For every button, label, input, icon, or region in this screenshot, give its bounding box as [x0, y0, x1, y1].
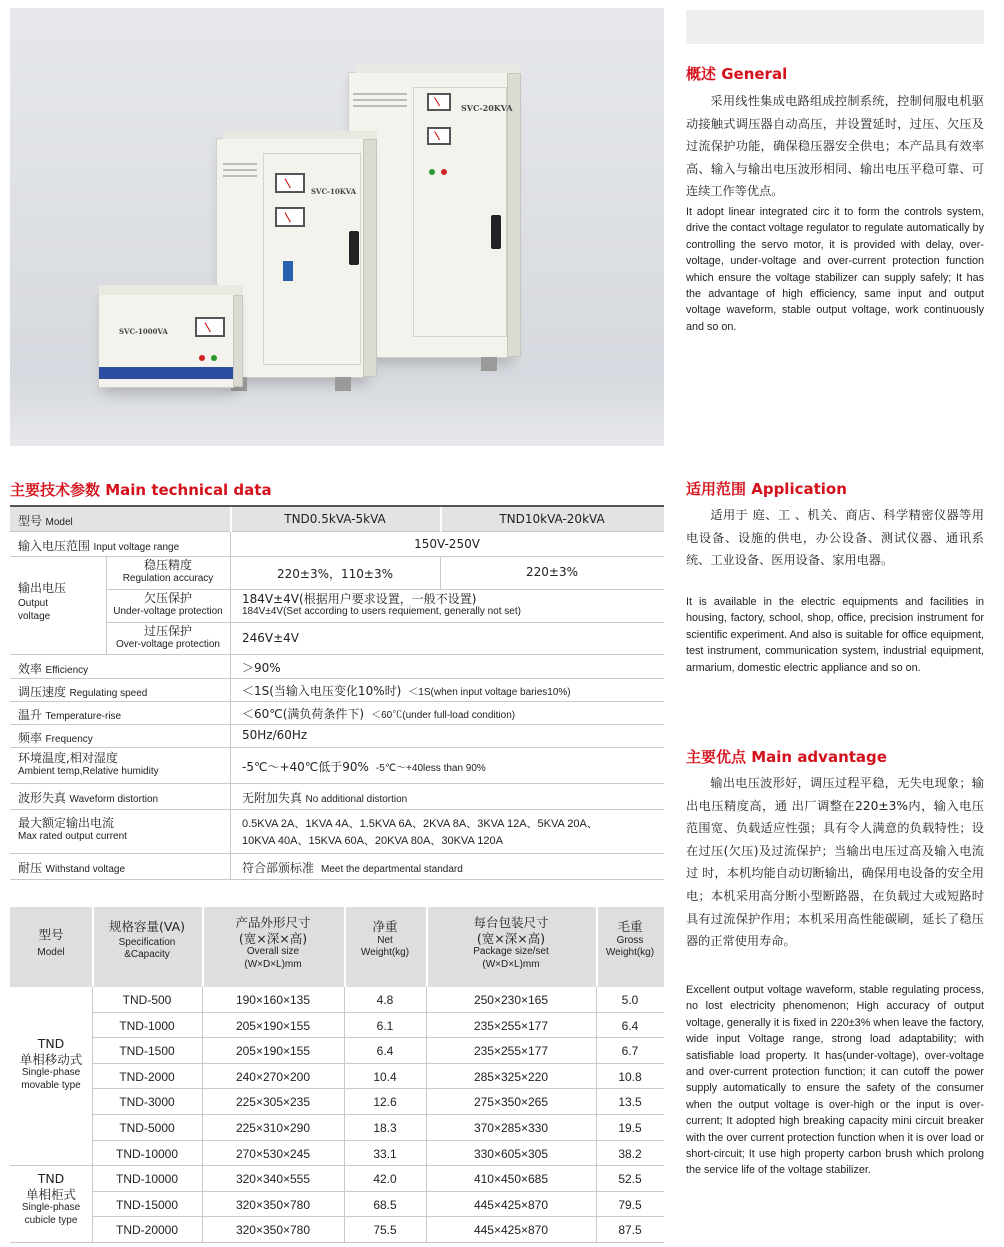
cell-gross-weight: 5.0: [621, 993, 639, 1007]
group-movable: TND 单相移动式 Single-phase movable type: [19, 1036, 83, 1091]
cell-gross-weight: 6.4: [621, 1018, 639, 1033]
cell-gross-weight: 13.5: [618, 1095, 642, 1110]
cell-gross-weight: 19.5: [618, 1121, 642, 1135]
application-title: 适用范围 Application: [686, 480, 847, 498]
spec-row-withstand: 耐压 Withstand voltage 符合部颁标准 Meet the departmental standard: [10, 854, 664, 880]
cell-package-size: 285×325×220: [473, 1069, 549, 1084]
cell-net-weight: 4.8: [376, 993, 394, 1007]
application-text-cn: 适用于 庭、工 、机关、商店、科学精密仪器等用电设备、设施的供电，办公设备、测试仪器、通讯系统、工业设备、医用设备、家用电器。: [686, 508, 984, 568]
cell-package-size: 235×255×177: [473, 1018, 549, 1033]
cell-net-weight: 12.6: [373, 1095, 397, 1110]
cell-net-weight: 68.5: [373, 1197, 397, 1212]
spec-row-temperature: 温升 Temperature-rise ＜60℃(满负荷条件下) ＜60℃(under full-load condition): [10, 702, 664, 725]
cell-package-size: 250×230×165: [473, 993, 549, 1007]
spec-row-waveform: 波形失真 Waveform distortion 无附加失真 No additional distortion: [10, 784, 664, 810]
cabinet-medium-label: SVC-10KVA: [311, 187, 357, 196]
cell-net-weight: 75.5: [373, 1223, 397, 1238]
table-row: [92, 1115, 664, 1141]
general-text-en: It adopt linear integrated circ it to form the controls system, drive the contact voltage regulator to regulate automatically by controlling the servo motor, it is provided with delay, over-voltage, under-voltage and over-current protection function which ensure the voltage stabilizer can supply safely; It has the advantage of high efficiency, same input and output voltage waveform, stable output voltage, work continuously and so on.: [686, 206, 984, 333]
cell-gross-weight: 38.2: [618, 1146, 642, 1161]
spec-row-environment: 环境温度,相对湿度 Ambient temp,Relative humidity -5℃～+40℃低于90% -5℃～+40less than 90%: [10, 748, 664, 784]
model-table-header: [10, 907, 664, 987]
cell-net-weight: 18.3: [373, 1121, 397, 1135]
cell-overall-size: 320×350×780: [235, 1197, 311, 1212]
table-row: [92, 1192, 664, 1218]
cell-gross-weight: 6.7: [621, 1044, 639, 1059]
table-row: [92, 1013, 664, 1039]
unit-small: [98, 294, 234, 388]
table-row: [92, 1064, 664, 1090]
general-text-cn: 采用线性集成电路组成控制系统，控制伺服电机驱动接触式调压器自动高压，并设置延时，过压、欠压及过流保护功能，确保稳压器安全供电；本产品具有效率高、输入与输出电压波形相同、输出电压平稳可靠、可连续工作等优点。: [686, 94, 984, 199]
cell-overall-size: 320×350×780: [235, 1223, 311, 1238]
general-title: 概述 General: [686, 65, 788, 83]
product-photo: [10, 8, 664, 446]
cell-overall-size: 270×530×245: [235, 1146, 311, 1161]
cell-gross-weight: 79.5: [618, 1197, 642, 1212]
header-gross-weight: 毛重 Gross Weight(kg): [605, 919, 655, 959]
cell-overall-size: 225×305×235: [235, 1095, 311, 1110]
cell-net-weight: 6.4: [376, 1044, 394, 1059]
cell-overall-size: 320×340×555: [235, 1172, 311, 1187]
table-row: [92, 1089, 664, 1115]
group-cubicle: TND 单相柜式 Single-phase cubicle type: [21, 1171, 81, 1226]
cell-model: TND-20000: [115, 1223, 179, 1238]
cell-model: TND-10000: [115, 1172, 179, 1187]
meter-icon: [195, 317, 225, 337]
application-text-en: It is available in the electric equipments and facilities in housing, factory, school, shop, office, precision instrument for scientific experiment. And also is suitable for office equipment, test instrument, communication system, industrial equipment, armarium, domestic electric appliance and so on.: [686, 596, 984, 674]
header-model: 型号 Model: [37, 927, 65, 958]
spec-row-current: 最大额定输出电流 Max rated output current 0.5KVA 2A、1KVA 4A、1.5KVA 6A、2KVA 8A、3KVA 12A、5KVA 20A、 10KVA 40A、15KVA 60A、20KVA 80A、30KVA 120A: [10, 810, 664, 854]
cabinet-large-label: SVC-20KVA: [461, 103, 513, 113]
unit-small-label: SVC-1000VA: [119, 327, 168, 336]
meter-icon: [275, 207, 305, 227]
cell-net-weight: 6.1: [376, 1018, 394, 1033]
advantage-text-cn: 输出电压波形好，调压过程平稳，无失电现象；输出电压精度高，通 出厂调整在220±3%内，输入电压范围宽、负载适应性强；具有令人满意的负载特性；设在过压(欠压)及过流保护；当输出电压过高及输入电流过 时，本机均能自动切断输出，确保用电设备的安全用电；本机采用高分断小型断路器，在负载过大或短路时具有过流保护作用；本机采用高性能碳刷，延长了稳压器的正常使用寿命。: [686, 776, 984, 949]
cell-package-size: 275×350×265: [473, 1095, 549, 1110]
cell-package-size: 370×285×330: [473, 1121, 549, 1135]
handle-icon: [491, 215, 501, 249]
spec-row-speed: 调压速度 Regulating speed ＜1S(当输入电压变化10%时) ＜1S(when input voltage baries10%): [10, 679, 664, 702]
meter-icon: [275, 173, 305, 193]
header-band: [686, 10, 984, 44]
table-row: [92, 1141, 664, 1167]
meter-icon: [427, 93, 451, 111]
cell-package-size: 330×605×305: [473, 1146, 549, 1161]
cell-package-size: 445×425×870: [473, 1223, 549, 1238]
cell-overall-size: 205×190×155: [235, 1018, 311, 1033]
cell-model: TND-500: [122, 993, 172, 1007]
header-net-weight: 净重 Net Weight(kg): [360, 919, 410, 959]
header-package-size: 每台包装尺寸 (宽×深×高) Package size/set (W×D×L)mm: [473, 915, 549, 970]
cell-model: TND-3000: [119, 1095, 175, 1110]
cell-model: TND-10000: [115, 1146, 179, 1161]
spec-row-efficiency: 效率 Efficiency ＞90%: [10, 655, 664, 679]
spec-row-input: 输入电压范围 Input voltage range 150V-250V: [10, 532, 664, 557]
table-row: [92, 1038, 664, 1064]
cell-net-weight: 10.4: [373, 1069, 397, 1084]
header-capacity: 规格容量(VA) Specification &Capacity: [108, 919, 186, 961]
cell-package-size: 445×425×870: [473, 1197, 549, 1212]
header-overall-size: 产品外形尺寸 (宽×深×高) Overall size (W×D×L)mm: [235, 915, 311, 970]
cell-overall-size: 190×160×135: [235, 993, 311, 1007]
table-row: [92, 1166, 664, 1192]
spec-title: 主要技术参数 Main technical data: [10, 481, 272, 499]
spec-row-frequency: 频率 Frequency 50Hz/60Hz: [10, 725, 664, 748]
handle-icon: [349, 231, 359, 265]
cell-model: TND-1500: [119, 1044, 175, 1059]
table-row: [92, 1217, 664, 1243]
cell-overall-size: 240×270×200: [235, 1069, 311, 1084]
spec-group-output: 输出电压 Output voltage 稳压精度 Regulation accuracy 220±3%，110±3% 220±3% 欠压保护 Under-voltage protection 184V±4V(根据用户要求设置，一般不设置) 184V±4V(Set according to users requiement, generally not set) 过压保护 Over-voltage protection 246V±4V: [10, 557, 664, 655]
cell-model: TND-5000: [119, 1121, 175, 1135]
cell-package-size: 235×255×177: [473, 1044, 549, 1059]
advantage-title: 主要优点 Main advantage: [686, 748, 887, 766]
cell-overall-size: 225×310×290: [235, 1121, 311, 1135]
cell-model: TND-1000: [119, 1018, 175, 1033]
meter-icon: [427, 127, 451, 145]
cell-overall-size: 205×190×155: [235, 1044, 311, 1059]
cell-package-size: 410×450×685: [473, 1172, 549, 1187]
cell-net-weight: 33.1: [373, 1146, 397, 1161]
cell-gross-weight: 52.5: [618, 1172, 642, 1187]
cell-model: TND-15000: [115, 1197, 179, 1212]
table-row: [92, 987, 664, 1013]
advantage-text-en: Excellent output voltage waveform, stable regulating process, no lost electricity phenomenon; High accuracy of output voltage, generally it is fixed in 220±3% when leave the factory, wide input Voltage range, strong load adaptability; with satisfiable load property. It has(under-voltage), over-voltage and over-current protection function; it can cutoff the power supply automatically to ensure the safety of the consumer when the output voltage is over-high or the input is over-current; It adopted high breaking capacity mini circuit breaker with the over current protection function when it is over load or short-circuit; It use high property carbon brush which prolong the service life of the voltage stabilizer.: [686, 984, 984, 1177]
spec-header-row: 型号 Model TND0.5kVA-5kVA TND10kVA-20kVA: [10, 507, 664, 532]
cell-gross-weight: 87.5: [618, 1223, 642, 1238]
cell-gross-weight: 10.8: [618, 1069, 642, 1084]
cell-net-weight: 42.0: [373, 1172, 397, 1187]
cell-model: TND-2000: [119, 1069, 175, 1084]
